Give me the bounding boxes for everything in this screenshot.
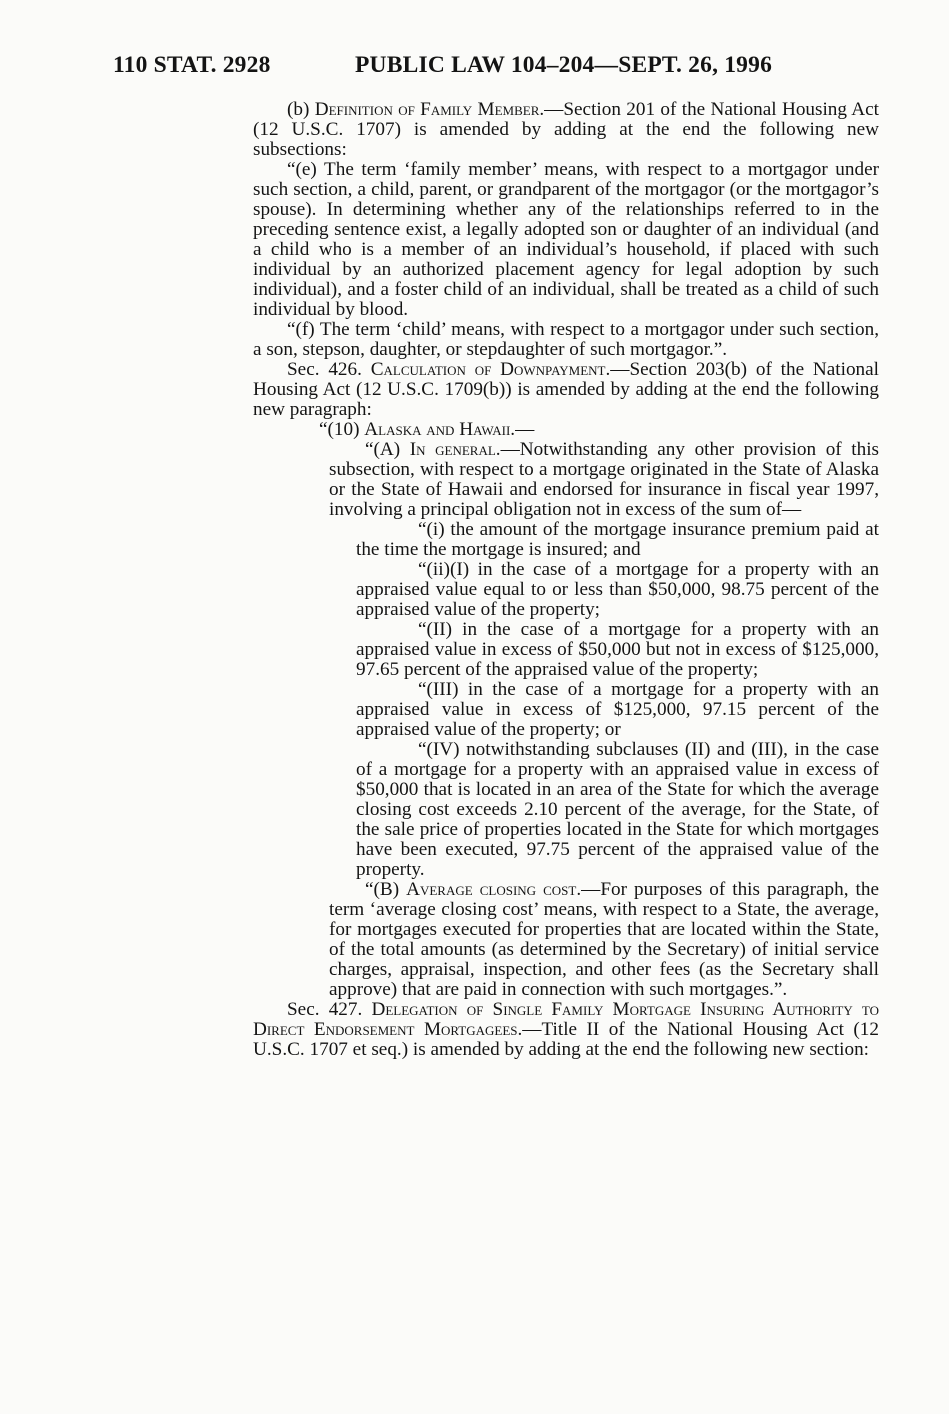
running-head: PUBLIC LAW 104–204—SEPT. 26, 1996 <box>355 52 773 78</box>
subparagraph-heading: In general. <box>409 439 501 460</box>
stat-page-number: 110 STAT. 2928 <box>113 52 271 78</box>
paragraph-subsection-f: “(f) The term ‘child’ means, with respect to a mortgagor under such section, a son, stepson, daughter, or stepdaughter of such mortgagor.”. <box>253 319 879 360</box>
clause-ii-I: “(ii)(I) in the case of a mortgage for a property with an appraised value equal to or less than $50,000, 98.75 percent of the appraised value of the property; <box>356 559 879 620</box>
section-heading: Delegation of Single Family Mortgage Insuring Authority to Direct Endorsement Mortgagees. <box>253 999 879 1040</box>
paragraph-subsection-e: “(e) The term ‘family member’ means, with respect to a mortgagor under such section, a child, parent, or grandparent of the mortgagor (or the mortgagor’s spouse). In determining whether any of the relationships referred to in the preceding sentence exist, a legally adopted son or daughter of an individual (and a child who is a member of an individual’s household, if placed with such individual by an authorized placement agency for legal adoption by such individual), and a foster child of an individual, shall be treated as a child of such individual by blood. <box>253 159 879 320</box>
subclause-IV: “(IV) notwithstanding subclauses (II) and (III), in the case of a mortgage for a property with an appraised value in excess of $50,000 that is located in an area of the State for which the average closing cost exceeds 2.10 percent of the average, for the State, of the sale price of properties located in the State for which mortgages have been executed, 97.75 percent of the appraised value of the property. <box>356 739 879 880</box>
paragraph-A-in-general: “(A) In general.—Notwithstanding any other provision of this subsection, with respect to a mortgage originated in the State of Alaska or the State of Hawaii and endorsed for insurance in fiscal year 1997, involving a principal obligation not in excess of the sum of— <box>329 439 879 520</box>
paragraph-sec-426: Sec. 426. Calculation of Downpayment.—Section 203(b) of the National Housing Act (12 U.S.C. 1709(b)) is amended by adding at the end the following new paragraph: <box>253 359 879 420</box>
document-body <box>253 100 879 1060</box>
paragraph-definition-family-member: (b) Definition of Family Member.—Section 201 of the National Housing Act (12 U.S.C. 1707) is amended by adding at the end the following new subsections: <box>253 99 879 160</box>
paragraph-sec-427: Sec. 427. Delegation of Single Family Mortgage Insuring Authority to Direct Endorsement Mortgagees.—Title II of the National Housing Act (12 U.S.C. 1707 et seq.) is amended by adding at the end the following new section: <box>253 999 879 1060</box>
clause-i: “(i) the amount of the mortgage insurance premium paid at the time the mortgage is insured; and <box>356 519 879 560</box>
subclause-II: “(II) in the case of a mortgage for a property with an appraised value in excess of $50,000 but not in excess of $125,000, 97.65 percent of the appraised value of the property; <box>356 619 879 680</box>
paragraph-B-average-closing-cost: “(B) Average closing cost.—For purposes of this paragraph, the term ‘average closing cost’ means, with respect to a State, the average, for mortgages executed for properties that are located within the State, of the total amounts (as determined by the Secretary) of initial service charges, appraisal, inspection, and other fees (as the Secretary shall approve) that are paid in connection with such mortgages.”. <box>329 879 879 1000</box>
paragraph-heading: Alaska and Hawaii. <box>364 419 516 440</box>
paragraph-10-alaska-hawaii: “(10) Alaska and Hawaii.— <box>319 419 535 440</box>
section-heading: Definition of Family Member. <box>314 99 545 120</box>
subclause-III: “(III) in the case of a mortgage for a property with an appraised value in excess of $125,000, 97.15 percent of the appraised value of the property; or <box>356 679 879 740</box>
section-heading: Calculation of Downpayment. <box>370 359 611 380</box>
subparagraph-heading: Average closing cost. <box>406 879 582 900</box>
